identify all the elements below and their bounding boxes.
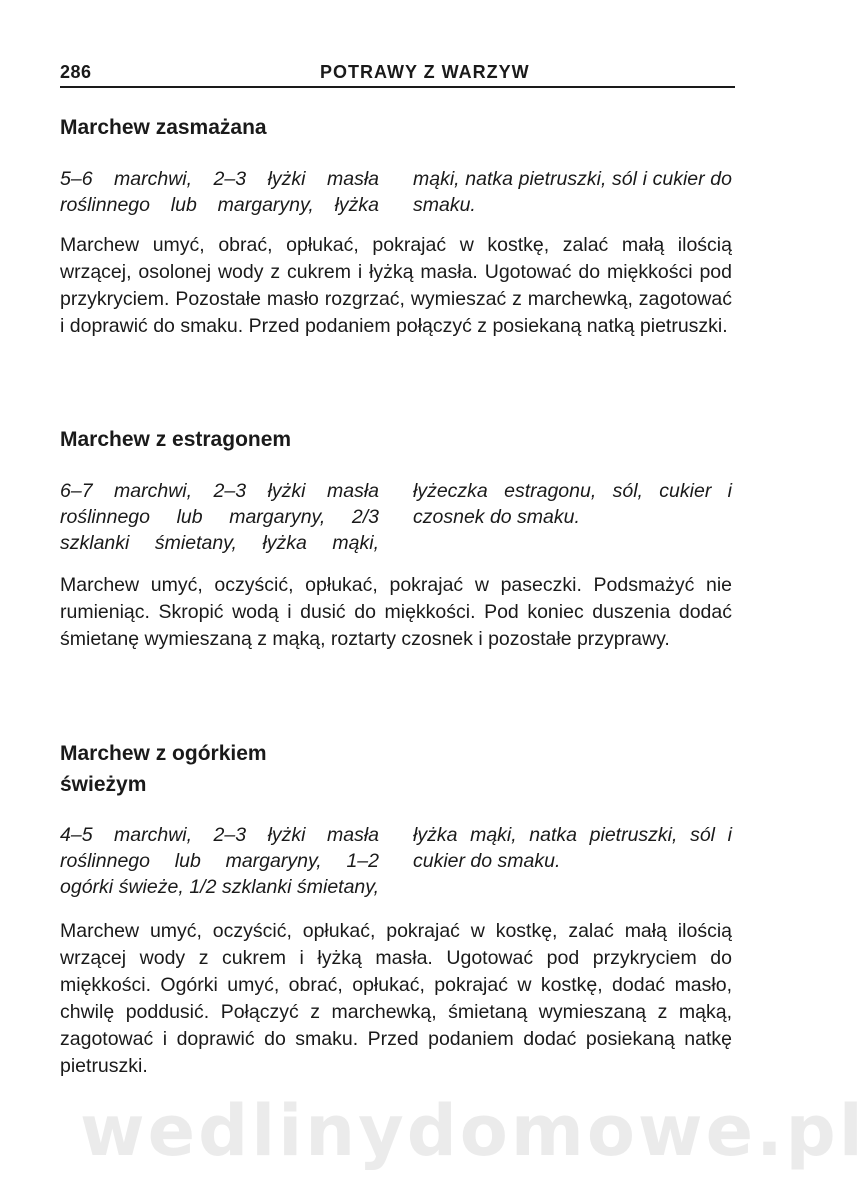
recipe-ingredients-marchew-z-ogorkiem: 4–5 marchwi, 2–3 łyżki masła roślinnego lub margaryny, 1–2 ogórki świeże, 1/2 szklanki śmietany, łyżka mąki, natka pietruszki, sól i cukier do smaku. <box>60 824 732 898</box>
page-number: 286 <box>60 62 92 82</box>
recipe-method-marchew-z-estragonem: Marchew umyć, oczyścić, opłukać, pokrajać w paseczki. Podsmażyć nie rumieniąc. Skropić wodą i dusić do miękkości. Pod koniec duszenia dodać śmietanę wymieszaną z mąką, roztarty czosnek i pozostałe przyprawy. <box>60 574 732 650</box>
recipe-ingredients-marchew-z-estragonem: 6–7 marchwi, 2–3 łyżki masła roślinnego lub margaryny, 2/3 szklanki śmietany, łyżka mąki, łyżeczka estragonu, sól, cukier i czosnek do smaku. <box>60 480 732 554</box>
recipe-title-line-1: Marchew z ogórkiem <box>60 742 267 765</box>
recipe-title-marchew-z-ogorkiem <box>60 738 267 800</box>
watermark: wedlinydomowe.pl <box>80 1090 866 1172</box>
recipe-method-marchew-z-ogorkiem: Marchew umyć, oczyścić, opłukać, pokrajać w kostkę, zalać małą ilością wrzącej wody z cukrem i łyżką masła. Ugotować pod przykryciem do miękkości. Ogórki umyć, obrać, opłukać, pokrajać w kostkę, dodać masło, chwilę poddusić. Połączyć z marchewką, śmietaną wymieszaną z mąką, zagotować i doprawić do smaku. Przed podaniem dodać posiekaną natkę pietruszki. <box>60 920 732 1077</box>
running-title: POTRAWY Z WARZYW <box>320 62 530 82</box>
page-header <box>60 62 735 88</box>
recipe-ingredients-marchew-zasmazana: 5–6 marchwi, 2–3 łyżki masła roślinnego lub margaryny, łyżka mąki, natka pietruszki, sól i cukier do smaku. <box>60 168 732 216</box>
recipe-title-marchew-z-estragonem: Marchew z estragonem <box>60 428 292 451</box>
recipe-title-marchew-zasmazana: Marchew zasmażana <box>60 116 267 139</box>
recipe-title-line-2: świeżym <box>60 773 147 796</box>
recipe-method-marchew-zasmazana: Marchew umyć, obrać, opłukać, pokrajać w kostkę, zalać małą ilością wrzącej, osolonej wody z cukrem i łyżką masła. Ugotować do miękkości pod przykryciem. Pozostałe masło rozgrzać, wymieszać z marchewką, zagotować i doprawić do smaku. Przed podaniem połączyć z posiekaną natką pietruszki. <box>60 234 732 337</box>
